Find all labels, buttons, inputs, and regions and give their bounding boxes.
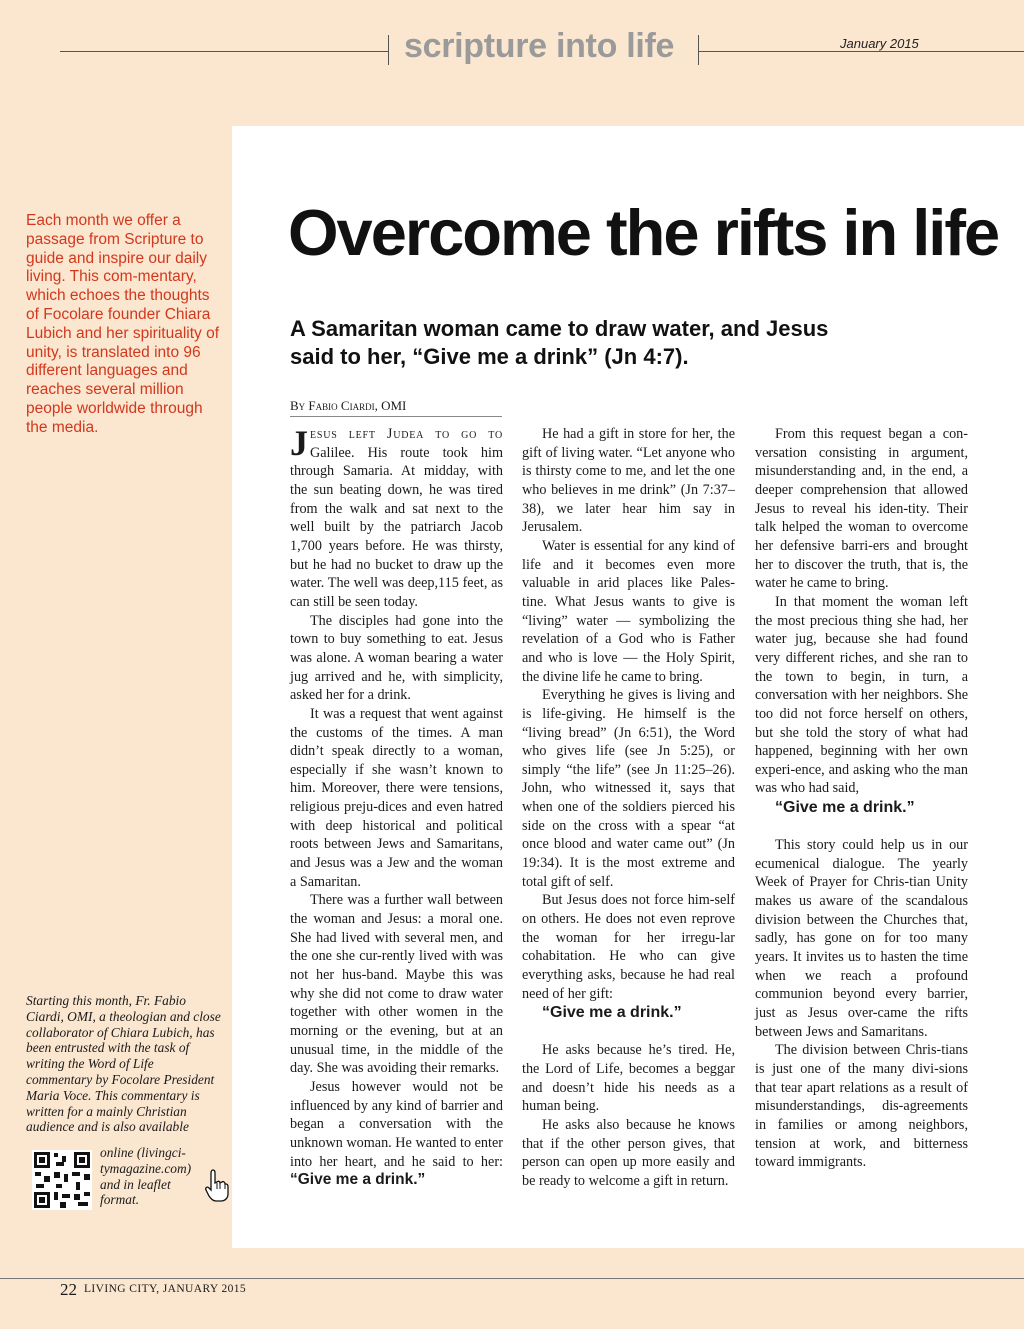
subhead: A Samaritan woman came to draw water, and Jesus said to her, “Give me a drink” (Jn 4:7).	[290, 316, 829, 369]
byline: By Fabio Ciardi, OMI	[290, 398, 502, 417]
paragraph: In that moment the woman left the most precious thing she had, her water jug, because she had found very different riches, and she ran to the town to begin, in turn, a conversation with her neighbors. She too did not force herself on others, but she told the story of what had happened, beginning with her own experi-ence, and asking who the man was who had said,	[755, 593, 968, 797]
paragraph: The division between Chris-tians is just one of the many divi-sions that tear apart relations as a result of misunderstandings, dis-agreements in families or among neighbors, tension at work, and bitterness toward immigrants.	[755, 1042, 968, 1171]
header-tick-right	[698, 35, 699, 65]
dropcap: J	[290, 423, 308, 463]
paragraph: But Jesus does not force him-self on others. He does not even reprove the woman for her irregu-lar cohabitation. He who can give everything asks, because he had real need of her gift:	[522, 892, 735, 1002]
paragraph: Everything he gives is living and is life-giving. He himself is the “living bread” (Jn 6:51), the Word who gives life (see Jn 5:25), or simply “the life” (see Jn 11:25–26). John, who witnessed it, says that when one of the soldiers pierced his side on the cross with a spear “at once blood and water came out” (Jn 19:34). It is the most extreme and total gift of self.	[522, 687, 735, 890]
header-tick-left	[388, 35, 389, 65]
paragraph	[290, 1078, 503, 1190]
paragraph: Water is essential for any kind of life and it becomes even more valuable in arid places like Pales-tine. What Jesus wants to give is “living” water — symbolizing the revelation of a God who is Father and who is love — the Holy Spirit, the divine life he came to bring.	[522, 537, 735, 685]
sidebar-note-continued: online (livingci-tymagazine.com) and in leaflet format.	[100, 1145, 192, 1208]
paragraph: He asks also because he knows that if the other person gives, that person can open up more easily and be ready to welcome a gift in return.	[522, 1116, 735, 1189]
paragraph: From this request began a con-versation consisting in argument, misunderstanding and, in the end, a deeper comprehension that allowed Jesus to reveal his iden-tity. Their talk helped the woman to overcome her defensive barri-ers and brought her to discover the truth, that is, the water he came to bring.	[755, 426, 968, 592]
pull-quote: “Give me a drink.”	[775, 799, 915, 817]
page-number: 22	[60, 1280, 77, 1299]
paragraph-text: Galilee. His route took him through Samaria. At midday, with the sun beating down, he was tired from the walk and sat next to the well built by the patriarch Jacob 1,700 years before. He was thirsty, but he had no bucket to draw up the water. The well was deep,115 feet, as can still be seen today.	[290, 444, 503, 610]
paragraph: The disciples had gone into the town to buy something to eat. Jesus was alone. A woman bearing a water jug arrived and he, with simplicity, asked her for a drink.	[290, 612, 503, 704]
paragraph: He had a gift in store for her, the gift of living water. “Let anyone who is thirsty come to me, and let the one who believes in me drink” (Jn 7:37–38), we later hear him say in Jerusalem.	[522, 426, 735, 536]
article-column-3	[755, 425, 968, 1172]
footer-rule	[0, 1278, 1024, 1279]
paragraph: There was a further wall between the woman and Jesus: a moral one. She had lived with several men, and the one she cur-rently lived with was not her hus-band. Maybe this was why she did not come to draw water together with other women in the morning or the evening, but at an unusual time, in the middle of the day. She was avoiding their remarks.	[290, 892, 503, 1077]
paragraph: This story could help us in our ecumenical dialogue. The yearly Week of Prayer for Chris-tian Unity makes us aware of the scandalous division between the Churches that, sadly, has gone on for too many years. It invites us to hasten the time when we reach a profound communion beyond every barrier, just as Jesus over-came the rifts between Jews and Samaritans.	[755, 837, 968, 1040]
inline-quote: “Give me a drink.”	[290, 1171, 426, 1189]
issue-date: January 2015	[840, 36, 919, 51]
lead-in: esus left Judea to go to	[310, 426, 503, 442]
headline: Overcome the rifts in life	[288, 196, 999, 269]
sidebar-note: Starting this month, Fr. Fabio Ciardi, OMI, a theologian and close collaborator of Chiara Lubich, has been entrusted with the task of writing the Word of Life commentary by Focolare President Maria Voce. This commentary is written for a mainly Christian audience and is also available	[26, 993, 221, 1135]
paragraph-text: Jesus however would not be influenced by any kind of barrier and began a conversation with the unknown woman. He wanted to enter into her heart, and he said to her:	[290, 1078, 503, 1170]
article-column-1	[290, 425, 503, 1190]
header-rule-left	[60, 51, 388, 52]
header-rule-right	[698, 51, 1024, 52]
pointing-hand-icon	[204, 1168, 230, 1202]
article-column-2	[522, 425, 735, 1191]
footer-publication: LIVING CITY, JANUARY 2015	[84, 1283, 247, 1295]
pull-quote: “Give me a drink.”	[542, 1004, 682, 1022]
paragraph: It was a request that went against the customs of the times. A man didn’t speak directly to a woman, especially if she wasn’t known to him. Moreover, there were tensions, religious preju-dices and even hatred with deep historical and political roots between Jews and Samaritans, and Jesus was a Jew and the woman a Samaritan.	[290, 705, 503, 890]
paragraph	[290, 425, 503, 612]
section-title: scripture into life	[404, 27, 675, 65]
paragraph: He asks because he’s tired. He, the Lord of Life, becomes a beggar and doesn’t hide his needs as a human being.	[522, 1042, 735, 1115]
sidebar-intro: Each month we offer a passage from Scripture to guide and inspire our daily living. This com-mentary, which echoes the thoughts of Focolare founder Chiara Lubich and her spirituality of unity, is translated into 96 different languages and reaches several million people worldwide through the media.	[26, 212, 220, 436]
qr-code-icon[interactable]	[32, 1150, 92, 1210]
